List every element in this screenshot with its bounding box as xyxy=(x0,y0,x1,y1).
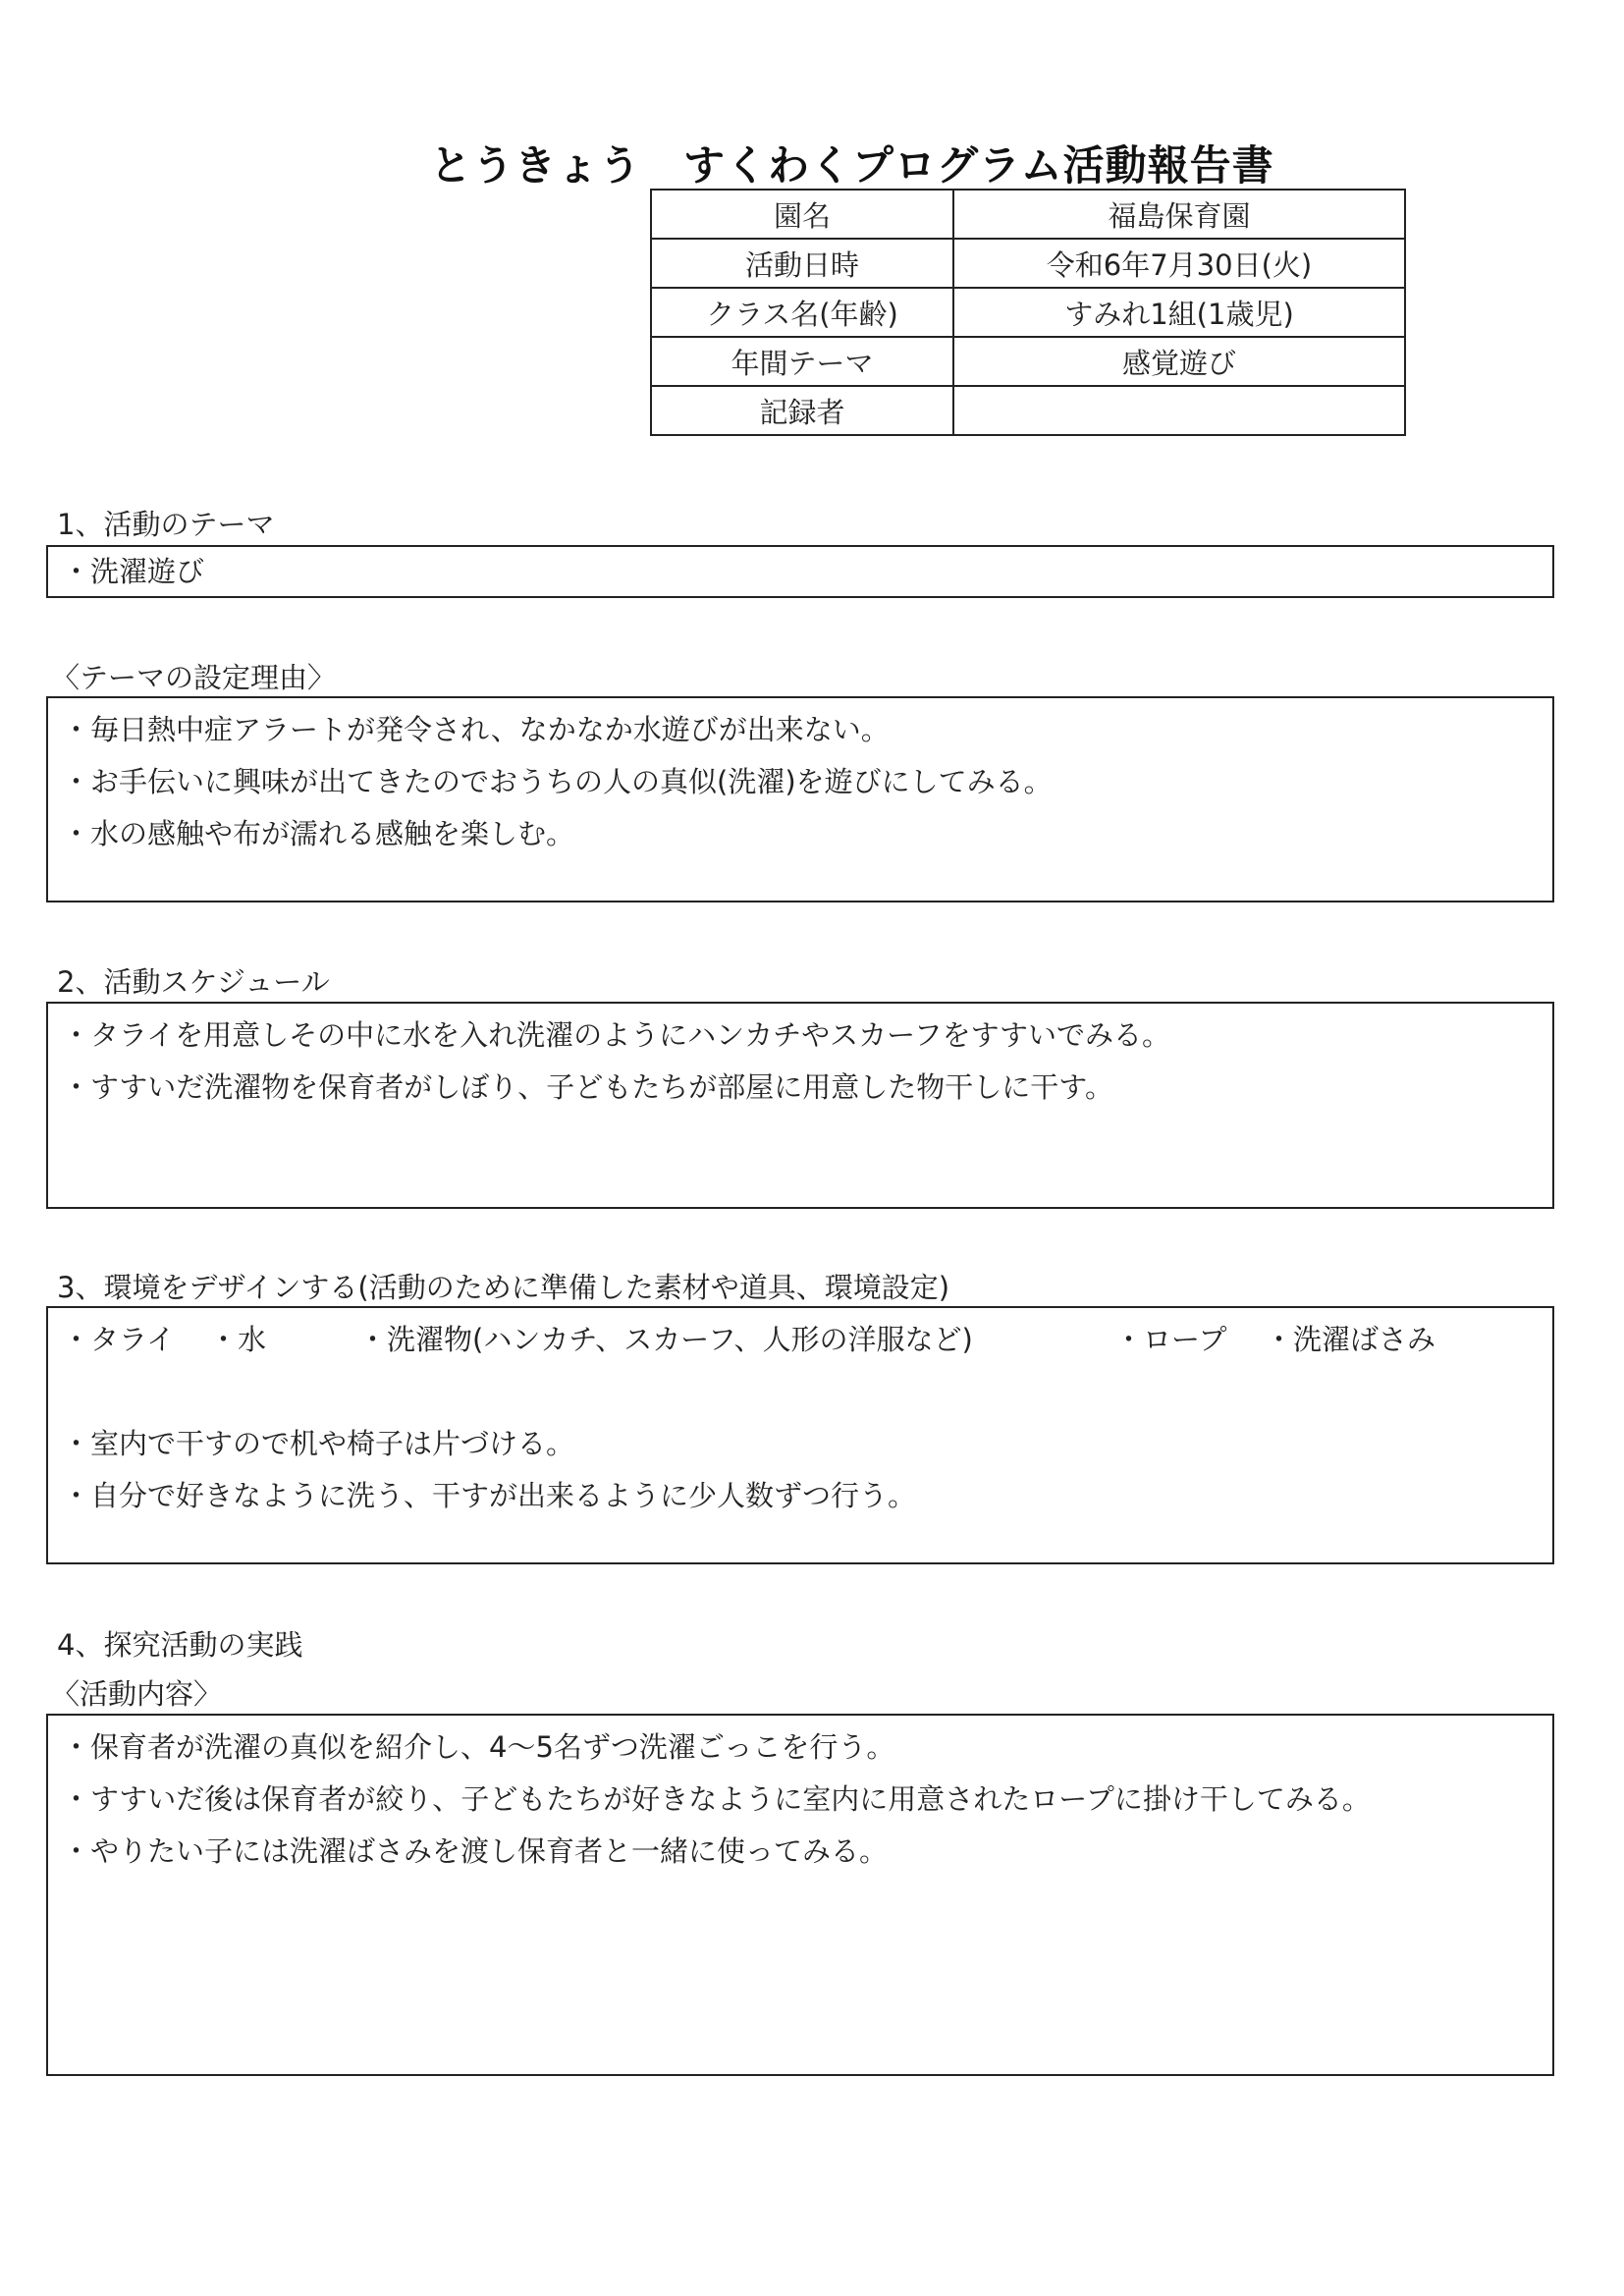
reason-line: ・水の感触や布が濡れる感触を楽しむ。 xyxy=(62,817,575,850)
reason-heading: 〈テーマの設定理由〉 xyxy=(51,661,337,694)
section3-heading: 3、環境をデザインする(活動のために準備した素材や道具、環境設定) xyxy=(57,1271,950,1304)
info-row-class xyxy=(651,288,1405,337)
section3-item: ・洗濯ばさみ xyxy=(1265,1323,1436,1356)
info-value: すみれ1組(1歳児) xyxy=(953,288,1405,337)
section4-box xyxy=(46,1714,1554,2076)
reason-line: ・お手伝いに興味が出てきたのでおうちの人の真似(洗濯)を遊びにしてみる。 xyxy=(62,765,1053,798)
section3-box xyxy=(46,1306,1554,1564)
section4-line: ・やりたい子には洗濯ばさみを渡し保育者と一緒に使ってみる。 xyxy=(62,1834,889,1868)
info-value: 感覚遊び xyxy=(953,337,1405,386)
info-value: 福島保育園 xyxy=(953,190,1405,239)
reason-line: ・毎日熱中症アラートが発令され、なかなか水遊びが出来ない。 xyxy=(62,713,890,746)
section2-line: ・タライを用意しその中に水を入れ洗濯のようにハンカチやスカーフをすすいでみる。 xyxy=(62,1018,1170,1052)
info-value xyxy=(953,386,1405,435)
document-title: とうきょう すくわくプログラム活動報告書 xyxy=(430,141,1274,190)
section1-heading: 1、活動のテーマ xyxy=(57,508,275,541)
section1-box xyxy=(46,545,1554,598)
info-row-date xyxy=(651,239,1405,288)
info-label: 記録者 xyxy=(651,386,953,435)
section2-box xyxy=(46,1002,1554,1209)
info-label: 年間テーマ xyxy=(651,337,953,386)
section1-line: ・洗濯遊び xyxy=(62,555,205,588)
section4-subheading: 〈活動内容〉 xyxy=(51,1677,223,1711)
info-label: 活動日時 xyxy=(651,239,953,288)
section3-item-row xyxy=(62,1314,1539,1366)
section3-item: ・ロープ xyxy=(1114,1323,1227,1356)
info-row-theme xyxy=(651,337,1405,386)
section2-line: ・すすいだ洗濯物を保育者がしぼり、子どもたちが部屋に用意した物干しに干す。 xyxy=(62,1070,1113,1104)
info-label: クラス名(年齢) xyxy=(651,288,953,337)
info-label: 園名 xyxy=(651,190,953,239)
info-value: 令和6年7月30日(火) xyxy=(953,239,1405,288)
info-row-recorder xyxy=(651,386,1405,435)
section4-heading: 4、探究活動の実践 xyxy=(57,1628,303,1662)
reason-box xyxy=(46,696,1554,902)
section4-line: ・保育者が洗濯の真似を紹介し、4～5名ずつ洗濯ごっこを行う。 xyxy=(62,1730,895,1764)
section3-item: ・タライ xyxy=(62,1323,176,1356)
info-row-nursery xyxy=(651,190,1405,239)
section3-item: ・洗濯物(ハンカチ、スカーフ、人形の洋服など) xyxy=(358,1323,973,1356)
section2-heading: 2、活動スケジュール xyxy=(57,965,330,999)
section3-line: ・室内で干すので机や椅子は片づける。 xyxy=(62,1427,575,1460)
section3-spacer xyxy=(62,1366,1539,1418)
section3-item: ・水 xyxy=(209,1323,267,1356)
section3-line: ・自分で好きなように洗う、干すが出来るように少人数ずつ行う。 xyxy=(62,1479,917,1512)
info-table xyxy=(650,189,1406,436)
section4-line: ・すすいだ後は保育者が絞り、子どもたちが好きなように室内に用意されたロープに掛け干してみる。 xyxy=(62,1782,1371,1816)
